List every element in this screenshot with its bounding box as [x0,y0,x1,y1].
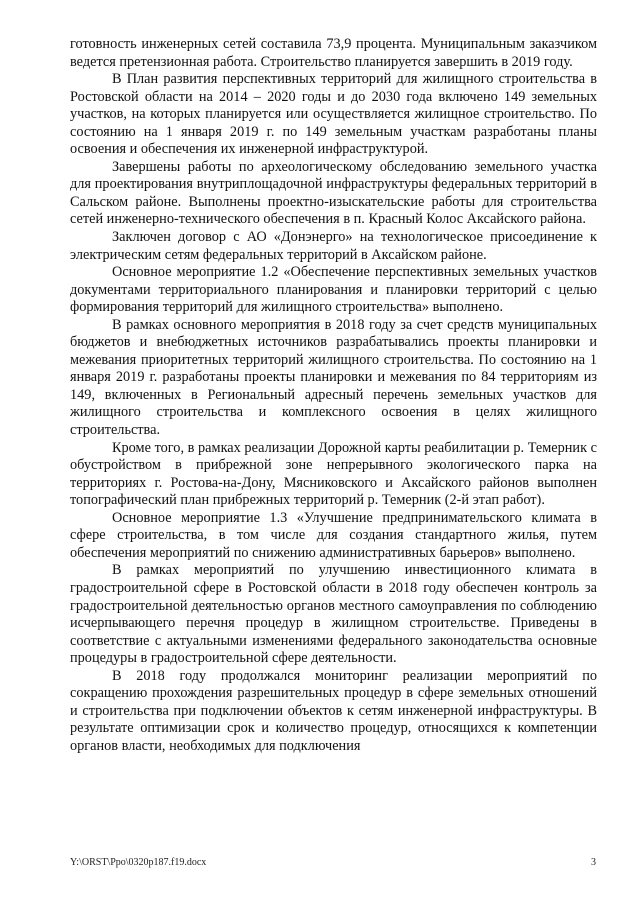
paragraph-development-plan: В План развития перспективных территорий для жилищного строительства в Ростовской области на 2014 – 2020 годы и до 2030 года включено 149 земельных участков, на которых планируется или осуществляется жилищное строительство. По состоянию на 1 января 2019 г. по 149 земельным участкам разработаны планы освоения и обеспечения их инженерной инфраструктурой. [70,71,597,158]
paragraph-monitoring: В 2018 году продолжался мониторинг реализации мероприятий по сокращению прохождения разрешительных процедур в сфере земельных отношений и строительства при подключении объектов к сетям инженерной инфраструктуры. В результате оптимизации срок и количество процедур, относящихся к компетенции органов власти, необходимых для подключения [70,667,597,754]
paragraph-continuation: готовность инженерных сетей составила 73,9 процента. Муниципальным заказчиком ведется претензионная работа. Строительство планируется завершить в 2019 году. [70,36,597,70]
document-body [70,36,597,755]
paragraph-archaeological-survey: Завершены работы по археологическому обследованию земельного участка для проектирования внутриплощадочной инфраструктуры федеральных территорий в Сальском районе. Выполнены проектно-изыскательские работы для строительства сетей инженерно-технического обеспечения в п. Красный Колос Аксайского района. [70,158,597,228]
paragraph-planning-projects: В рамках основного мероприятия в 2018 году за счет средств муниципальных бюджетов и внебюджетных источников разрабатывались проекты планировки и межевания приоритетных территорий жилищного строительства. По состоянию на 1 января 2019 г. разработаны проекты планировки и межевания по 84 территориям из 149, включенных в Региональный адресный перечень земельных участков для жилищного строительства и комплексного освоения в целях жилищного строительства. [70,316,597,439]
paragraph-donenergo-contract: Заключен договор с АО «Донэнерго» на технологическое присоединение к электрическим сетям федеральных территорий в Аксайском районе. [70,229,597,263]
page-number: 3 [591,857,596,868]
paragraph-temernik: Кроме того, в рамках реализации Дорожной карты реабилитации р. Темерник с обустройством в прибрежной зоне непрерывного экологического парка на территориях г. Ростова-на-Дону, Мясниковского и Аксайского районов выполнен топографический план прибрежных территорий р. Темерник (2-й этап работ). [70,439,597,509]
footer-file-path: Y:\ORST\Ppo\0320p187.f19.docx [70,857,207,868]
paragraph-investment-climate: В рамках мероприятий по улучшению инвестиционного климата в градостроительной сфере в Ростовской области в 2018 году обеспечен контроль за градостроительной деятельностью органов местного самоуправления по соблюдению исчерпывающего перечня процедур в жилищном строительстве. Приведены в соответствие с актуальными изменениями федерального законодательства основные процедуры в градостроительной сфере деятельности. [70,562,597,667]
paragraph-measure-1-2: Основное мероприятие 1.2 «Обеспечение перспективных земельных участков документами территориального планирования и планировки территорий с целью формирования территорий для жилищного строительства» выполнено. [70,264,597,316]
paragraph-measure-1-3: Основное мероприятие 1.3 «Улучшение предпринимательского климата в сфере строительства, в том числе для создания стандартного жилья, путем обеспечения мероприятий по снижению административных барьеров» выполнено. [70,509,597,561]
